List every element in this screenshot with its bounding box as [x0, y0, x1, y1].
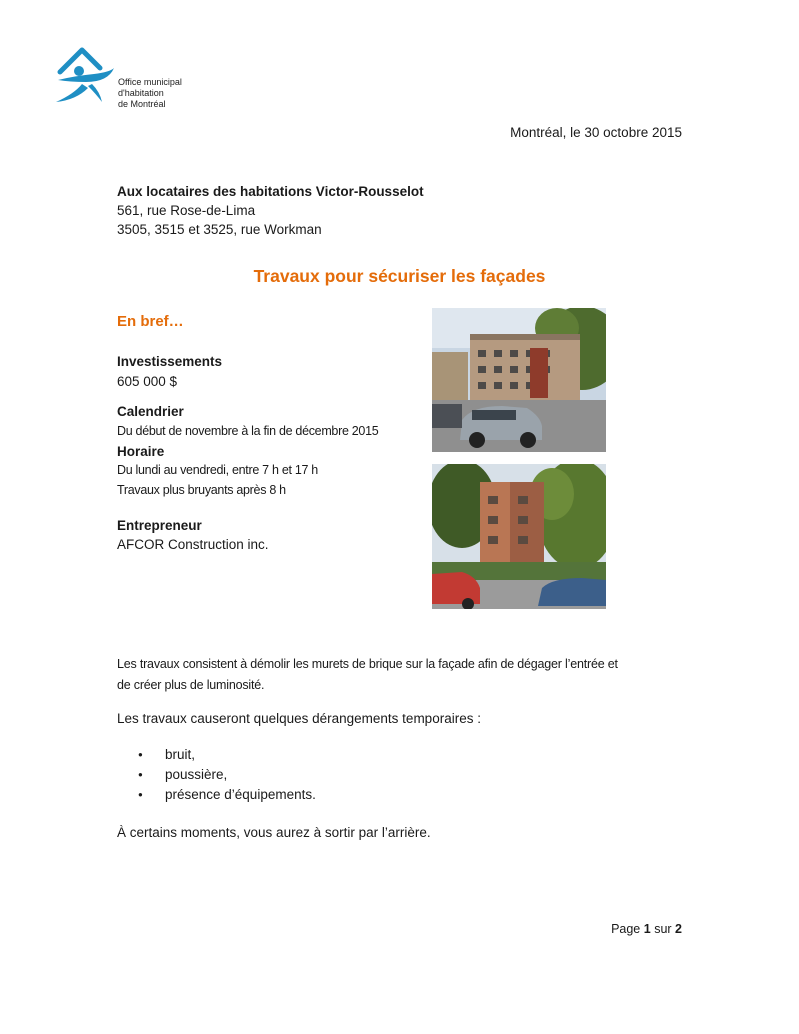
document-title: Travaux pour sécuriser les façades	[253, 266, 546, 286]
recipient-address-1: 561, rue Rose-de-Lima	[117, 203, 256, 218]
recipient-address-2: 3505, 3515 et 3525, rue Workman	[117, 222, 322, 237]
letter-date: Montréal, le 30 octobre 2015	[510, 125, 682, 140]
brief-heading: En bref…	[117, 313, 184, 330]
page-sep: sur	[654, 922, 672, 936]
omhm-logo-icon	[52, 44, 122, 110]
entrepreneur-label: Entrepreneur	[117, 518, 202, 533]
paragraph-disturbances: Les travaux causeront quelques dérangements temporaires :	[117, 711, 481, 726]
building-photo-2	[432, 464, 606, 609]
horaire-line-2: Travaux plus bruyants après 8 h	[117, 483, 286, 497]
recipient-block	[117, 182, 424, 239]
disturbance-list	[135, 745, 316, 805]
paragraph-description-line-2: de créer plus de luminosité.	[117, 678, 265, 692]
paragraph-description	[117, 654, 682, 696]
logo-line-1: Office municipal	[118, 77, 182, 87]
list-item: ● bruit,	[135, 745, 316, 765]
page-prefix: Page	[611, 922, 641, 936]
paragraph-exit: À certains moments, vous aurez à sortir par l’arrière.	[117, 825, 431, 840]
building-photo-1	[432, 308, 606, 452]
investissements-value: 605 000 $	[117, 374, 178, 389]
page-total: 2	[675, 922, 682, 936]
investissements-label: Investissements	[117, 354, 223, 369]
page-current: 1	[643, 922, 651, 936]
horaire-line-1: Du lundi au vendredi, entre 7 h et 17 h	[117, 463, 318, 477]
list-item: ● poussière,	[135, 765, 316, 785]
logo-line-3: de Montréal	[118, 99, 166, 109]
paragraph-description-line-1: Les travaux consistent à démolir les murets de brique sur la façade afin de dégager l’entrée et	[117, 657, 618, 671]
logo-line-2: d'habitation	[118, 88, 164, 98]
list-item: ● présence d’équipements.	[135, 785, 316, 805]
page-number	[560, 922, 682, 936]
entrepreneur-value: AFCOR Construction inc.	[117, 537, 269, 552]
recipient-name: Aux locataires des habitations Victor-Rousselot	[117, 184, 424, 199]
calendrier-label: Calendrier	[117, 404, 184, 419]
logo-text	[118, 77, 182, 110]
calendrier-value: Du début de novembre à la fin de décembre 2015	[117, 424, 379, 438]
horaire-label: Horaire	[117, 444, 165, 459]
